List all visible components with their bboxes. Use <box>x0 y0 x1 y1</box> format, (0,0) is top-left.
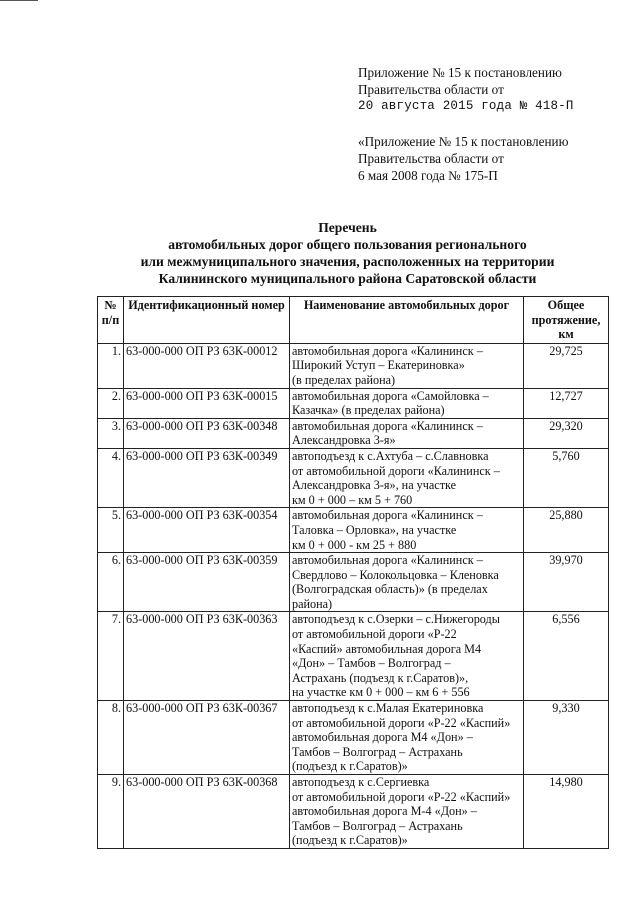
title-line-3: или межмуниципального значения, расположенных на территории <box>140 254 555 269</box>
row-number: 3. <box>98 418 124 448</box>
row-number: 6. <box>98 553 124 612</box>
road-name-line: автомобильная дорога «Калининск – <box>292 553 483 568</box>
road-name-line: автомобильная дорога «Калининск – <box>292 418 483 433</box>
road-name-line: автоподъезд к с.Ахтуба – с.Славновка <box>292 448 489 463</box>
road-name <box>290 612 524 701</box>
road-length: 29,725 <box>524 343 609 388</box>
road-name-line: «Каспий» автомобильная дорога М4 <box>292 641 482 656</box>
row-number: 5. <box>98 508 124 553</box>
table-row <box>98 448 609 507</box>
road-name-line: (в пределах района) <box>292 372 396 387</box>
road-name-line: Тамбов – Волгоград – Астрахань <box>292 818 463 833</box>
road-name-line: Александровка 3-я» <box>292 433 396 448</box>
table-row <box>98 775 609 849</box>
road-name-line: автомобильная дорога «Калининск – <box>292 343 483 358</box>
road-length: 25,880 <box>524 508 609 553</box>
header-previous-line-2: Правительства области от <box>358 151 504 166</box>
header-current-line-3: 20 августа 2015 года № 418-П <box>358 99 574 113</box>
road-name-line: автоподъезд к с.Малая Екатериновка <box>292 701 484 716</box>
title-line-4: Калининского муниципального района Саратовской области <box>158 271 537 286</box>
road-name-line: (Волгоградская область)» (в пределах <box>292 582 488 597</box>
road-length: 12,727 <box>524 388 609 418</box>
row-number: 9. <box>98 775 124 849</box>
road-name <box>290 553 524 612</box>
road-name <box>290 418 524 448</box>
table-header-row <box>98 297 609 344</box>
table-body <box>98 343 609 848</box>
road-id-code: 63-000-000 ОП РЗ 63К-00359 <box>124 553 290 612</box>
road-name-line: км 0 + 000 – км 5 + 760 <box>292 492 413 507</box>
table-row <box>98 508 609 553</box>
header-previous-appendix <box>358 133 618 184</box>
header-name: Наименование автомобильных дорог <box>290 297 524 344</box>
road-name-line: «Дон» – Тамбов – Волгоград – <box>292 656 451 671</box>
road-id-code: 63-000-000 ОП РЗ 63К-00015 <box>124 388 290 418</box>
road-name-line: автомобильная дорога «Калининск – <box>292 508 483 523</box>
road-name-line: Александровка 3-я», на участке <box>292 478 457 493</box>
road-name-line: от автомобильной дороги «Р-22 <box>292 627 457 642</box>
road-name <box>290 775 524 849</box>
row-number: 4. <box>98 448 124 507</box>
road-name-line: Таловка – Орловка», на участке <box>292 522 457 537</box>
road-name-line: автомобильная дорога М4 «Дон» – <box>292 730 473 745</box>
road-name-line: автоподъезд к с.Сергиевка <box>292 775 430 789</box>
table-row <box>98 701 609 775</box>
road-name-line: (подъезд к г.Саратов)» <box>292 759 408 774</box>
road-id-code: 63-000-000 ОП РЗ 63К-00349 <box>124 448 290 507</box>
row-number: 8. <box>98 701 124 775</box>
road-length: 5,760 <box>524 448 609 507</box>
table-row <box>98 343 609 388</box>
road-name-line: Свердлово – Колокольцовка – Кленовка <box>292 567 499 582</box>
road-name-line: Тамбов – Волгоград – Астрахань <box>292 744 463 759</box>
header-current-line-1: Приложение № 15 к постановлению <box>358 65 562 80</box>
road-name-line: на участке км 0 + 000 – км 6 + 556 <box>292 685 470 700</box>
road-length: 14,980 <box>524 775 609 849</box>
table-row <box>98 553 609 612</box>
road-name-line: (подъезд к г.Саратов)» <box>292 833 408 848</box>
header-current-line-2: Правительства области от <box>358 82 504 97</box>
header-code: Идентификационный номер <box>124 297 290 344</box>
road-id-code: 63-000-000 ОП РЗ 63К-00367 <box>124 701 290 775</box>
road-id-code: 63-000-000 ОП РЗ 63К-00368 <box>124 775 290 849</box>
road-name-line: автоподъезд к с.Озерки – с.Нижегороды <box>292 612 500 627</box>
header-current-appendix <box>358 64 618 115</box>
row-number: 2. <box>98 388 124 418</box>
road-name-line: автомобильная дорога «Самойловка – <box>292 388 489 403</box>
road-length: 39,970 <box>524 553 609 612</box>
road-name <box>290 448 524 507</box>
road-name-line: км 0 + 000 - км 25 + 880 <box>292 537 417 552</box>
table-row <box>98 612 609 701</box>
road-name-line: Широкий Уступ – Екатериновка» <box>292 358 465 373</box>
road-name <box>290 388 524 418</box>
road-name-line: автомобильная дорога М-4 «Дон» – <box>292 804 477 819</box>
road-name-line: района) <box>292 596 333 611</box>
road-id-code: 63-000-000 ОП РЗ 63К-00354 <box>124 508 290 553</box>
road-name-line: Казачка» (в пределах района) <box>292 403 445 418</box>
road-length: 9,330 <box>524 701 609 775</box>
road-name <box>290 343 524 388</box>
road-name <box>290 701 524 775</box>
road-name-line: Астрахань (подъезд к г.Саратов)», <box>292 670 469 685</box>
road-length: 6,556 <box>524 612 609 701</box>
header-previous-line-3: 6 мая 2008 года № 175-П <box>358 168 498 183</box>
header-length: Общее протяжение, км <box>524 297 609 344</box>
road-id-code: 63-000-000 ОП РЗ 63К-00348 <box>124 418 290 448</box>
row-number: 7. <box>98 612 124 701</box>
roads-table <box>97 296 609 849</box>
road-length: 29,320 <box>524 418 609 448</box>
road-name-line: от автомобильной дороги «Р-22 «Каспий» <box>292 789 511 804</box>
road-name <box>290 508 524 553</box>
title-line-2: автомобильных дорог общего пользования регионального <box>168 237 527 252</box>
table-row <box>98 418 609 448</box>
road-name-line: от автомобильной дороги «Калининск – <box>292 463 500 478</box>
road-id-code: 63-000-000 ОП РЗ 63К-00363 <box>124 612 290 701</box>
title-line-1: Перечень <box>318 220 377 235</box>
header-previous-line-1: «Приложение № 15 к постановлению <box>358 134 569 149</box>
document-title <box>90 219 605 287</box>
table-row <box>98 388 609 418</box>
row-number: 1. <box>98 343 124 388</box>
header-num: № п/п <box>98 297 124 344</box>
corner-mark <box>0 0 38 1</box>
road-id-code: 63-000-000 ОП РЗ 63К-00012 <box>124 343 290 388</box>
road-name-line: от автомобильной дороги «Р-22 «Каспий» <box>292 715 511 730</box>
